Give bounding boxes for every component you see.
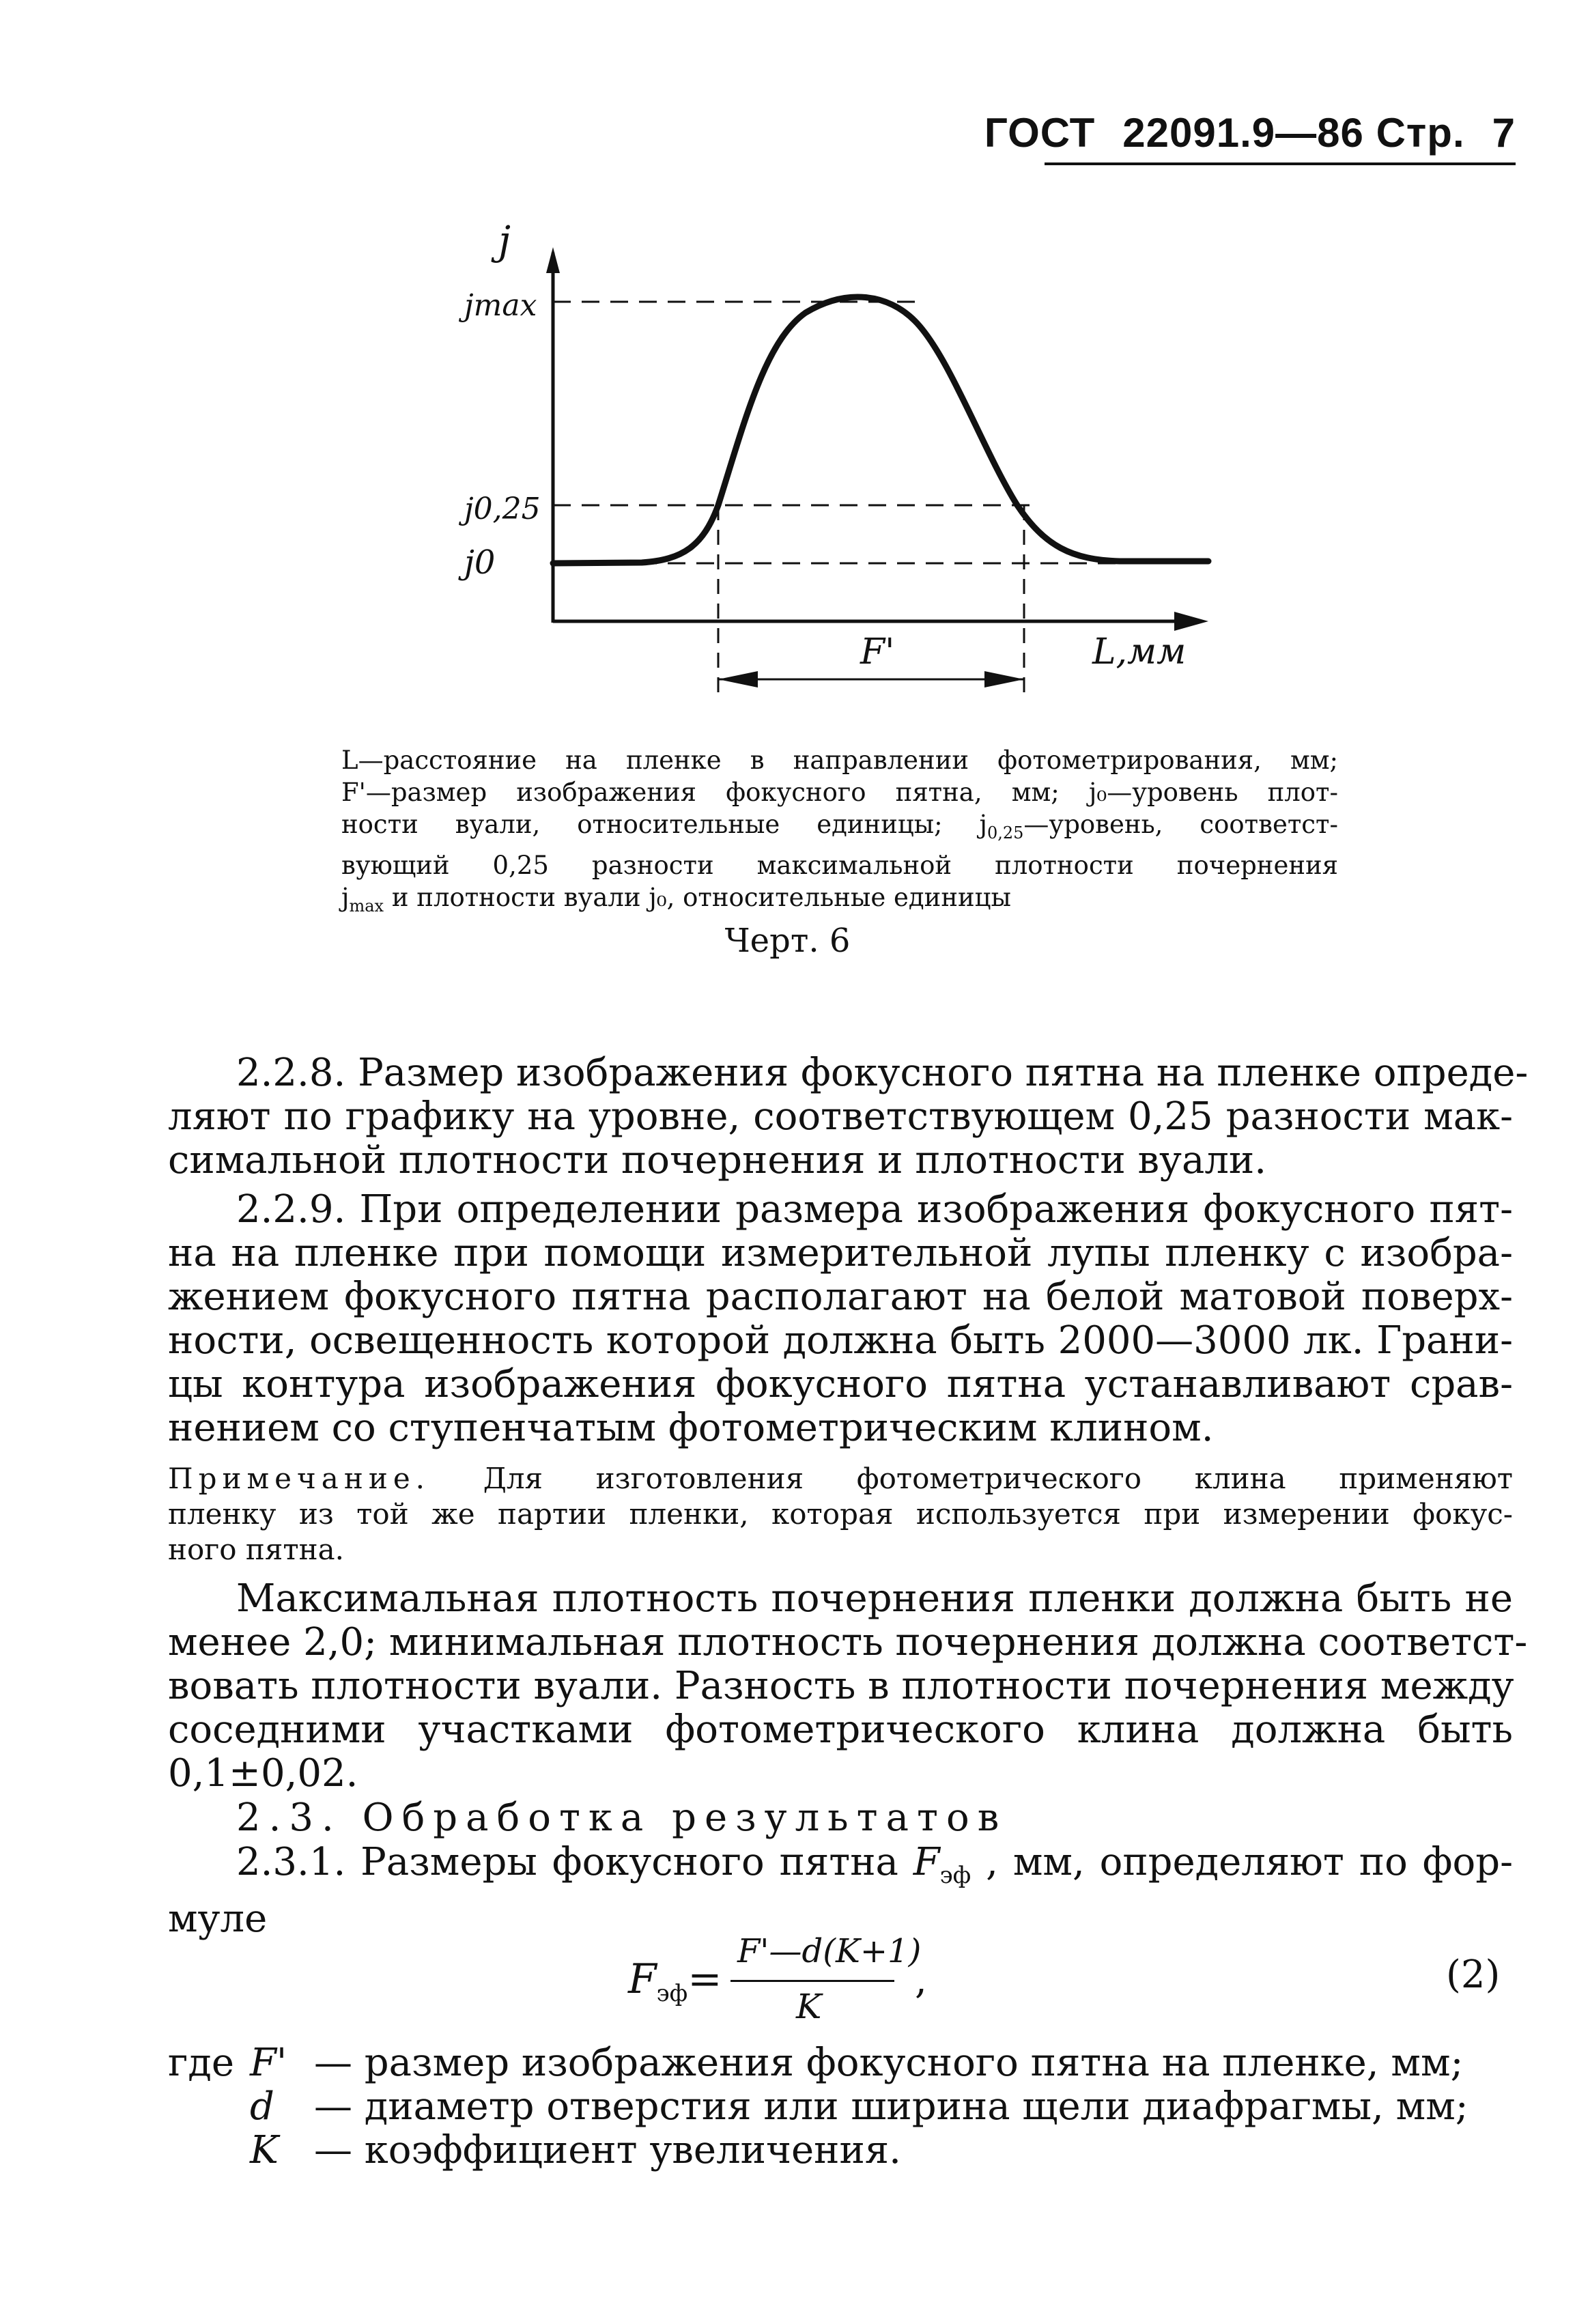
caption-line: L—расстояние на пленке в направлении фотометрирования, мм; bbox=[341, 746, 1338, 775]
jmax-label: jmax bbox=[464, 288, 537, 323]
text-line: менее 2,0; минимальная плотность почернения должна соответст- bbox=[168, 1620, 1528, 1664]
paragraph-density bbox=[168, 1576, 1528, 1796]
formula-2 bbox=[628, 1932, 997, 2028]
span-arrow-left bbox=[718, 671, 758, 688]
definition-text: — диаметр отверстия или ширина щели диафрагмы, мм; bbox=[314, 2084, 1468, 2129]
x-axis-arrow bbox=[1174, 612, 1208, 631]
formula-denominator: K bbox=[796, 1987, 822, 2026]
definitions-lead: где bbox=[168, 2041, 234, 2085]
note-line: пленку из той же партии пленки, которая используется при измерении фокус- bbox=[168, 1497, 1513, 1531]
span-label: F' bbox=[860, 632, 895, 672]
text-line: симальной плотности почернения и плотности вуали. bbox=[168, 1138, 1267, 1182]
text-line: 0,1±0,02. bbox=[168, 1751, 358, 1796]
density-curve bbox=[553, 297, 1208, 563]
caption-line: вующий 0,25 разности максимальной плотности почернения bbox=[341, 851, 1338, 880]
text-line: цы контура изображения фокусного пятна устанавливают срав- bbox=[168, 1362, 1513, 1406]
header-text bbox=[984, 109, 1516, 156]
text-line: 2.3.1. Размеры фокусного пятна $F_{эф}$ , мм, определяют по фор- bbox=[236, 1840, 1513, 1890]
definition-text: — размер изображения фокусного пятна на пленке, мм; bbox=[314, 2041, 1464, 2085]
header-number: 22091.9—86 bbox=[1122, 110, 1364, 156]
text-line: ляют по графику на уровне, соответствующем 0,25 разности мак- bbox=[168, 1094, 1513, 1139]
definition-row bbox=[168, 2041, 1513, 2085]
definition-text: — коэффициент увеличения. bbox=[314, 2128, 901, 2172]
y-axis-label: j bbox=[498, 217, 511, 264]
text-line: 2.2.8. Размер изображения фокусного пятна на пленке опреде- bbox=[236, 1051, 1529, 1095]
j025-label: j0,25 bbox=[464, 492, 541, 526]
text-line: ности, освещенность которой должна быть 2000—3000 лк. Грани- bbox=[168, 1318, 1513, 1363]
caption-line: ности вуали, относительные единицы; $j_{0,25}—уровень$, соответст- bbox=[341, 810, 1338, 842]
formula-comma: , bbox=[915, 1958, 927, 2002]
text-line: вовать плотности вуали. Разность в плотности почернения между bbox=[168, 1664, 1514, 1708]
definition-symbol: d bbox=[250, 2084, 274, 2129]
text-line: муле bbox=[168, 1897, 268, 1942]
definition-symbol: F' bbox=[250, 2041, 287, 2085]
text-line: нением со ступенчатым фотометрическим клином. bbox=[168, 1406, 1214, 1450]
equation-number: (2) bbox=[1446, 1953, 1501, 1997]
chart-title: Черт. 6 bbox=[724, 922, 851, 960]
y-axis-arrow bbox=[546, 247, 560, 273]
formula-numerator: F'—d(K+1) bbox=[737, 1932, 922, 1970]
formula-lhs: $F_{эф}=$ bbox=[628, 1955, 722, 2007]
paragraph-2-2-8 bbox=[168, 1051, 1529, 1182]
span-arrow-right bbox=[984, 671, 1024, 688]
definitions-list bbox=[168, 2041, 1513, 2172]
note-label: Примечание. bbox=[168, 1462, 431, 1495]
header-page-label: Стр. bbox=[1376, 110, 1465, 156]
paragraph-2-2-9 bbox=[168, 1188, 1513, 1450]
text-line: на на пленке при помощи измерительной лупы пленку с изобра- bbox=[168, 1231, 1513, 1275]
density-profile-chart bbox=[437, 205, 1243, 724]
running-header bbox=[956, 109, 1516, 171]
fraction-bar bbox=[730, 1980, 894, 1982]
definition-row bbox=[168, 2129, 1513, 2172]
header-standard: ГОСТ bbox=[984, 110, 1096, 156]
definition-symbol: K bbox=[250, 2128, 279, 2172]
text-line: соседними участками фотометрического клина должна быть bbox=[168, 1707, 1513, 1752]
paragraph-2-3-1 bbox=[168, 1841, 1513, 1941]
caption-line: F'—размер изображения фокусного пятна, мм; j₀—уровень плот- bbox=[341, 778, 1338, 807]
text-line: Максимальная плотность почернения пленки должна быть не bbox=[236, 1576, 1513, 1621]
header-page-number: 7 bbox=[1492, 110, 1516, 156]
note-line: ного пятна. bbox=[168, 1533, 345, 1566]
text-line: жением фокусного пятна располагают на белой матовой поверх- bbox=[168, 1275, 1513, 1319]
figure-caption bbox=[341, 744, 1338, 922]
header-rule bbox=[1045, 162, 1516, 165]
x-axis-label: L,мм bbox=[1092, 632, 1187, 672]
definition-row bbox=[168, 2085, 1513, 2129]
text-line: 2.2.9. При определении размера изображения фокусного пят- bbox=[236, 1187, 1513, 1232]
caption-line: $j_{max}$ и плотности вуали j₀, относительные единицы bbox=[341, 883, 1011, 916]
note-line: Примечание. Для изготовления фотометрического клина применяют bbox=[168, 1462, 1513, 1495]
section-title: 2.3. Обработка результатов bbox=[236, 1796, 1008, 1840]
note-block bbox=[168, 1461, 1513, 1568]
j0-label: j0 bbox=[464, 543, 496, 582]
